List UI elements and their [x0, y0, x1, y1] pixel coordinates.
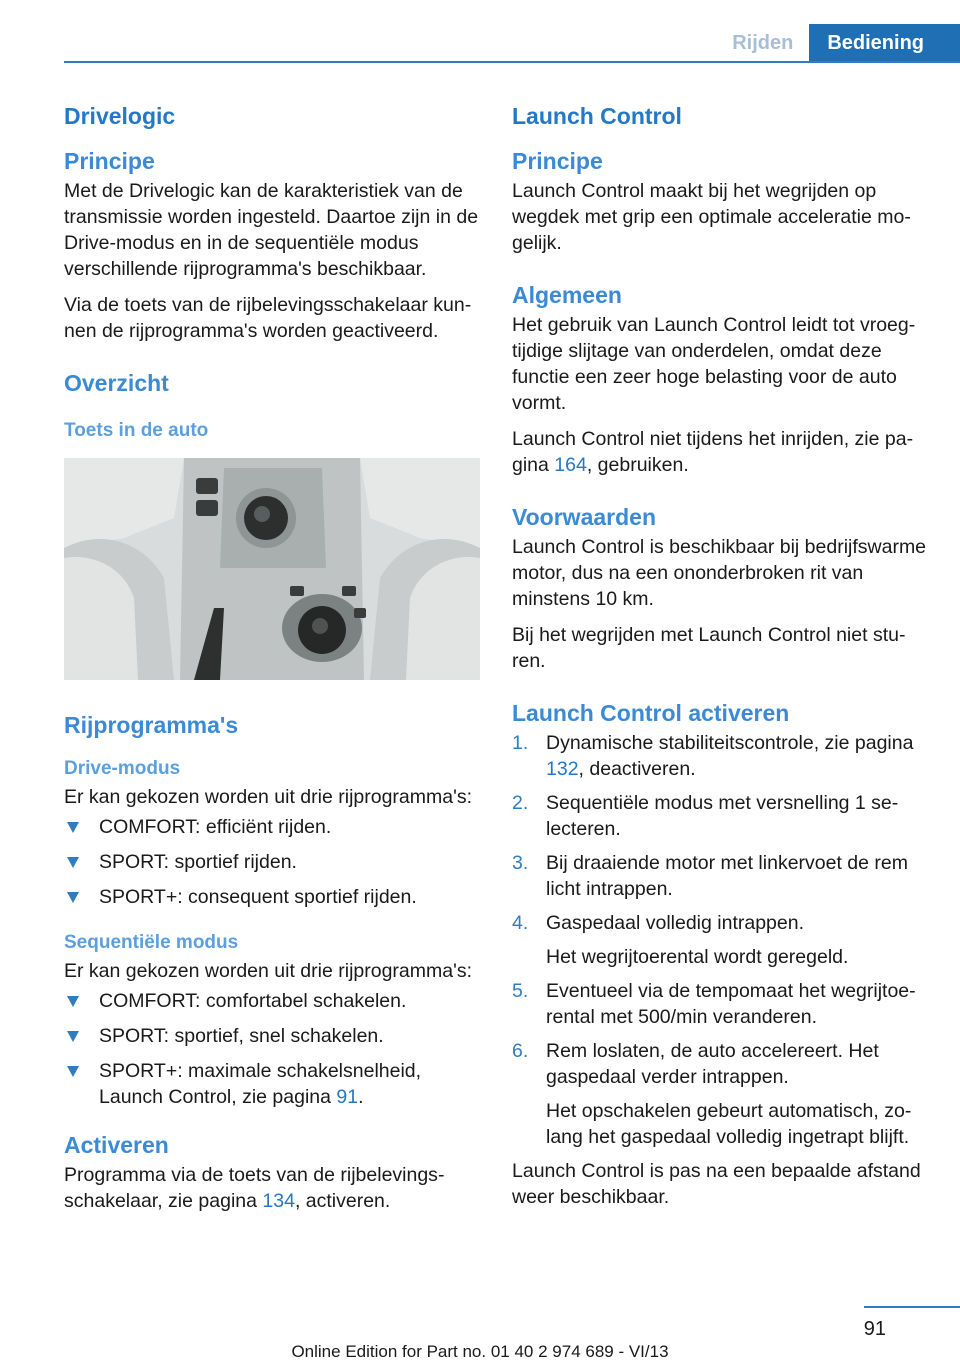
subheading-sequentiele-modus: Sequentiële modus: [64, 932, 239, 953]
paragraph: Launch Control is beschikbaar bij bedrijfswarme motor, dus na een ononderbroken rit van minstens 10 km.: [512, 536, 927, 610]
paragraph: Met de Drivelogic kan de karakteristiek van de transmissie worden ingesteld. Daartoe zijn in de Drive-modus en in de sequentiële modus verschillende rijprogramma's beschikbaar.: [64, 180, 479, 280]
right-column: [512, 100, 932, 1220]
paragraph: Launch Control is pas na een bepaalde afstand weer beschikbaar.: [512, 1160, 921, 1208]
step-item: 4. Gaspedaal volledig intrappen. Het wegrijtoerental wordt geregeld.: [512, 912, 849, 968]
heading-overzicht: Overzicht: [64, 370, 169, 396]
page-link-91[interactable]: 91: [336, 1086, 359, 1108]
paragraph: Er kan gekozen worden uit drie rijprogramma's:: [64, 786, 472, 808]
subheading-drive-modus: Drive-modus: [64, 758, 181, 779]
step-item: 6. Rem loslaten, de auto accelereert. Het gaspedaal verder intrappen. Het opschakelen gebeurt automatisch, zolang het gaspedaal volledig ingetrapt blijft.: [512, 1040, 912, 1148]
triangle-bullet-icon: [67, 996, 79, 1007]
activation-steps: [512, 730, 932, 1150]
car-console-photo: [64, 458, 480, 680]
heading-rijprogrammas: Rijprogramma's: [64, 712, 239, 738]
paragraph: Via de toets van de rijbelevingsschakelaar kunnen de rijprogramma's worden geactiveerd.: [64, 294, 472, 342]
step-item: 1. Dynamische stabiliteitscontrole, zie pagina 132, deactiveren.: [512, 732, 914, 780]
triangle-bullet-icon: [67, 1066, 79, 1077]
footer-divider: [864, 1306, 960, 1308]
triangle-bullet-icon: [67, 892, 79, 903]
page-number: 91: [863, 1318, 886, 1340]
step-item: 3. Bij draaiende motor met linkervoet de rem licht intrappen.: [512, 852, 908, 900]
list-item: COMFORT: comfortabel schakelen.: [64, 988, 484, 1014]
paragraph: Bij het wegrijden met Launch Control niet sturen.: [512, 624, 906, 672]
page-link-164[interactable]: 164: [554, 454, 587, 476]
paragraph: Het gebruik van Launch Control leidt tot vroegtijdige slijtage van onderdelen, omdat deze functie een zeer hoge belasting voor de auto vormt.: [512, 314, 916, 414]
subheading-toets-in-de-auto: Toets in de auto: [64, 420, 209, 441]
paragraph: Er kan gekozen worden uit drie rijprogramma's:: [64, 960, 472, 982]
heading-principe: Principe: [512, 148, 603, 174]
heading-activeren: Activeren: [64, 1132, 169, 1158]
triangle-bullet-icon: [67, 1031, 79, 1042]
tab-rijden[interactable]: Rijden: [716, 24, 809, 62]
paragraph: Programma via de toets van de rijbelevingsschakelaar, zie pagina 134, activeren.: [64, 1164, 445, 1212]
section-title-launch-control: Launch Control: [512, 103, 682, 129]
step-item: 5. Eventueel via de tempomaat het wegrijtoerental met 500/min veranderen.: [512, 980, 916, 1028]
page-link-132[interactable]: 132: [546, 758, 579, 780]
drive-mode-list: [64, 814, 484, 910]
list-item: SPORT+: consequent sportief rijden.: [64, 884, 484, 910]
list-item: COMFORT: efficiënt rijden.: [64, 814, 484, 840]
triangle-bullet-icon: [67, 857, 79, 868]
list-item: SPORT+: maximale schakelsnelheid, Launch Control, zie pagina 91.: [64, 1058, 484, 1110]
edition-footer: Online Edition for Part no. 01 40 2 974 689 - VI/13: [291, 1342, 669, 1361]
heading-voorwaarden: Voorwaarden: [512, 504, 656, 530]
heading-algemeen: Algemeen: [512, 282, 622, 308]
page-link-134[interactable]: 134: [262, 1190, 295, 1212]
triangle-bullet-icon: [67, 822, 79, 833]
section-title-drivelogic: Drivelogic: [64, 103, 176, 129]
header-divider: [64, 61, 960, 63]
paragraph: Launch Control niet tijdens het inrijden, zie pagina 164, gebruiken.: [512, 428, 914, 476]
heading-launch-control-activeren: Launch Control activeren: [512, 700, 790, 726]
list-item: SPORT: sportief, snel schakelen.: [64, 1023, 484, 1049]
left-column: [64, 100, 484, 1224]
sequential-mode-list: [64, 988, 484, 1110]
paragraph: Launch Control maakt bij het wegrijden op wegdek met grip een optimale acceleratie mogelijk.: [512, 180, 911, 254]
tab-bediening[interactable]: Bediening: [809, 24, 960, 62]
list-item: SPORT: sportief rijden.: [64, 849, 484, 875]
heading-principe: Principe: [64, 148, 155, 174]
header-tabs: [716, 24, 960, 62]
step-item: 2. Sequentiële modus met versnelling 1 selecteren.: [512, 792, 899, 840]
